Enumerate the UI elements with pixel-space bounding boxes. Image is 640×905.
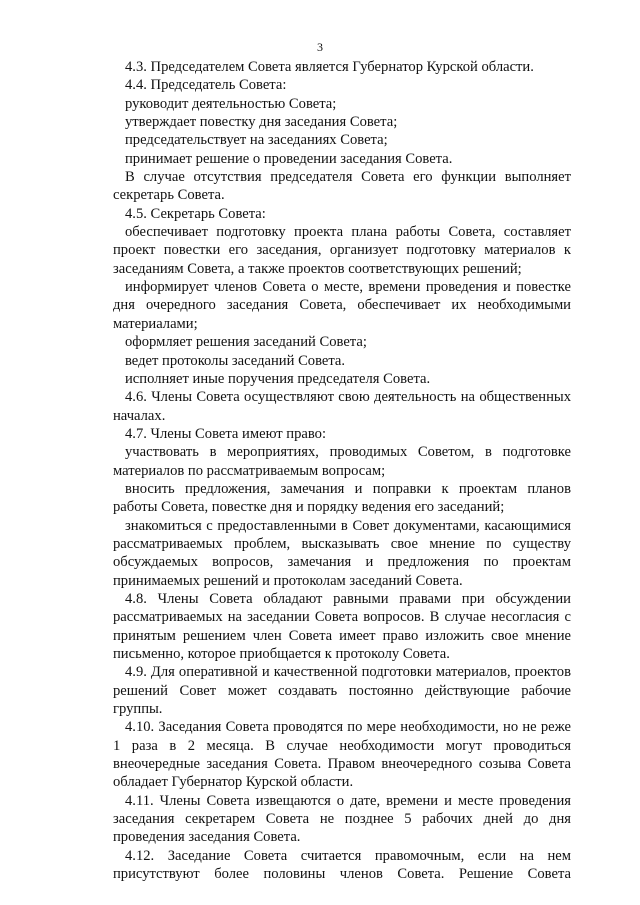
paragraph-4-12: 4.12. Заседание Совета считается правомочным, если на нем присутствуют более половины членов Совета. Решение Совета [113, 847, 571, 883]
page-number: 3 [317, 40, 323, 54]
list-item: утверждает повестку дня заседания Совета; [125, 114, 398, 131]
list-item: оформляет решения заседаний Совета; [125, 334, 367, 351]
document-body [113, 58, 571, 883]
list-item: участвовать в мероприятиях, проводимых Советом, в подготовке материалов по рассматриваемым вопросам; [113, 444, 571, 479]
list-item: исполняет иные поручения председателя Совета. [125, 370, 431, 387]
paragraph-4-9: 4.9. Для оперативной и качественной подготовки материалов, проектов решений Совет может создавать постоянно действующие рабочие группы. [113, 664, 571, 718]
paragraph-absence: В случае отсутствия председателя Совета его функции выполняет секретарь Совета. [113, 169, 571, 204]
paragraph-4-3: 4.3. Председателем Совета является Губернатор Курской области. [125, 59, 534, 75]
paragraph-4-6: 4.6. Члены Совета осуществляют свою деятельность на общественных началах. [113, 389, 571, 424]
paragraph-4-11: 4.11. Члены Совета извещаются о дате, времени и месте проведения заседания секретарем Совета не позднее 5 рабочих дней до дня проведения заседания Совета. [113, 792, 571, 846]
list-item: обеспечивает подготовку проекта плана работы Совета, составляет проект повестки его заседания, организует подготовку материалов к заседаниям Совета, а также проектов соответствующих решений; [113, 224, 571, 277]
list-item: знакомиться с предоставленными в Совет документами, касающимися рассматриваемых проблем, высказывать свое мнение по существу обсуждаемых вопросов, замечания и предложения по проектам принимаемых решений и протоколам заседаний Совета. [113, 517, 571, 589]
paragraph-4-7-heading: 4.7. Члены Совета имеют право: [125, 425, 327, 442]
list-item: принимает решение о проведении заседания Совета. [125, 150, 453, 167]
paragraph-4-10: 4.10. Заседания Совета проводятся по мере необходимости, но не реже 1 раза в 2 месяца. В случае необходимости могут проводиться внеочередные заседания Совета. Правом внеочередного созыва Совета обладает Губернатор Курской области. [113, 719, 571, 791]
list-item: председательствует на заседаниях Совета; [125, 132, 388, 149]
list-item: руководит деятельностью Совета; [125, 95, 337, 112]
paragraph-4-8: 4.8. Члены Совета обладают равными правами при обсуждении рассматриваемых на заседании Совета вопросов. В случае несогласия с принятым решением член Совета имеет право изложить свое мнение письменно, которое приобщается к протоколу Совета. [113, 590, 571, 662]
list-item: информирует членов Совета о месте, времени проведения и повестке дня очередного заседания Совета, обеспечивает их необходимыми материалами; [113, 279, 571, 332]
paragraph-4-4-heading: 4.4. Председатель Совета: [125, 77, 287, 94]
paragraph-4-5-heading: 4.5. Секретарь Совета: [125, 205, 266, 222]
list-item: ведет протоколы заседаний Совета. [125, 352, 346, 369]
list-item: вносить предложения, замечания и поправки к проектам планов работы Совета, повестке дня и порядку ведения его заседаний; [113, 480, 571, 516]
